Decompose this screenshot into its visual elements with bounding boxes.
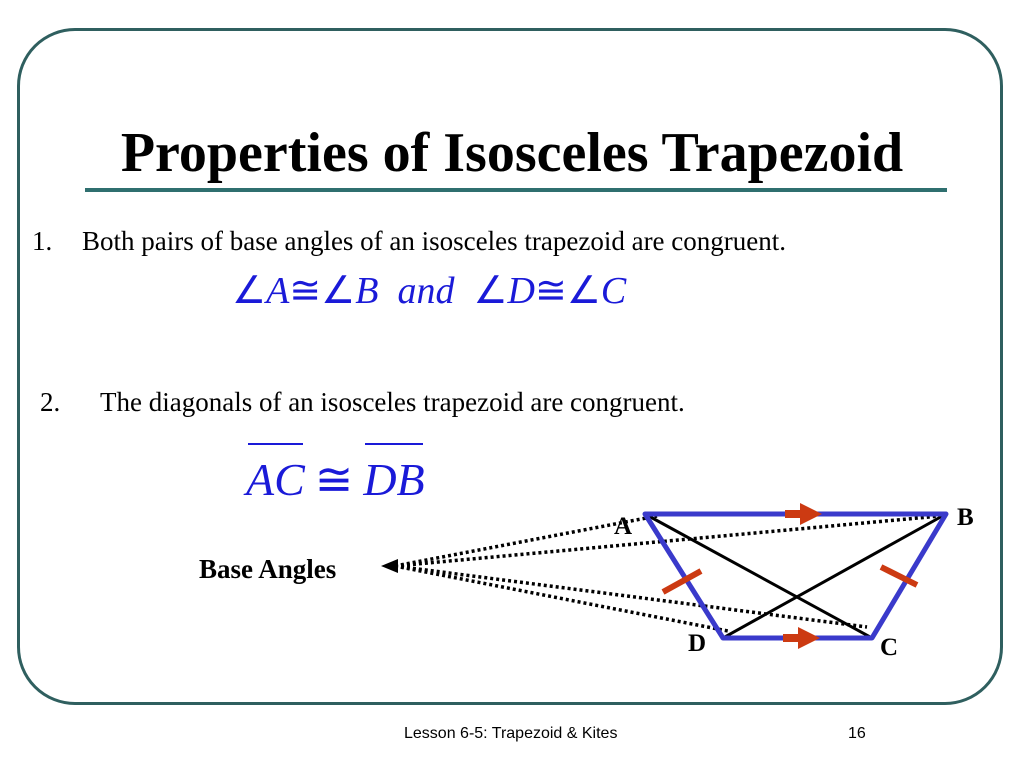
vertex-label-b: B [957, 504, 974, 531]
vertex-label-d: D [688, 630, 707, 657]
parallel-mark-top-arrow [800, 503, 822, 525]
angle-symbol: ∠ [473, 270, 508, 312]
formula-vertex-d: D [507, 270, 535, 312]
angle-symbol: ∠ [232, 270, 267, 312]
leg-tick-marks [663, 567, 917, 592]
pointer-arrowhead [381, 559, 398, 573]
formula-vertex-c: C [600, 270, 627, 312]
parallel-mark-bottom-bar [783, 634, 799, 642]
property-2-text: The diagonals of an isosceles trapezoid are congruent. [100, 387, 685, 417]
angle-symbol: ∠ [566, 270, 601, 312]
parallel-marks [783, 503, 822, 649]
vertex-label-a: A [614, 513, 633, 540]
pointer-line-d [395, 566, 728, 631]
pointer-lines [395, 516, 940, 631]
congruent-symbol: ≅ [314, 454, 354, 505]
segment-ac: AC [246, 454, 305, 505]
angle-symbol: ∠ [321, 270, 356, 312]
formula-vertex-a: A [266, 270, 290, 312]
pointer-line-b [395, 516, 940, 566]
footer-lesson-title: Lesson 6-5: Trapezoid & Kites [404, 725, 618, 742]
formula-vertex-b: B [355, 270, 379, 312]
formula-connector: and [397, 270, 455, 312]
vertex-label-c: C [880, 634, 899, 661]
congruent-symbol: ≅ [289, 270, 322, 312]
property-1-text: Both pairs of base angles of an isosceles trapezoid are congruent. [82, 226, 787, 256]
property-1-number: 1. [32, 226, 53, 256]
property-2-number: 2. [40, 387, 61, 417]
base-angles-label: Base Angles [199, 554, 337, 584]
segment-db: DB [363, 454, 425, 505]
slide-title: Properties of Isosceles Trapezoid [120, 122, 904, 184]
congruent-symbol: ≅ [534, 270, 567, 312]
parallel-mark-top-bar [785, 510, 801, 518]
parallel-mark-bottom-arrow [798, 627, 820, 649]
page-number: 16 [848, 725, 866, 742]
